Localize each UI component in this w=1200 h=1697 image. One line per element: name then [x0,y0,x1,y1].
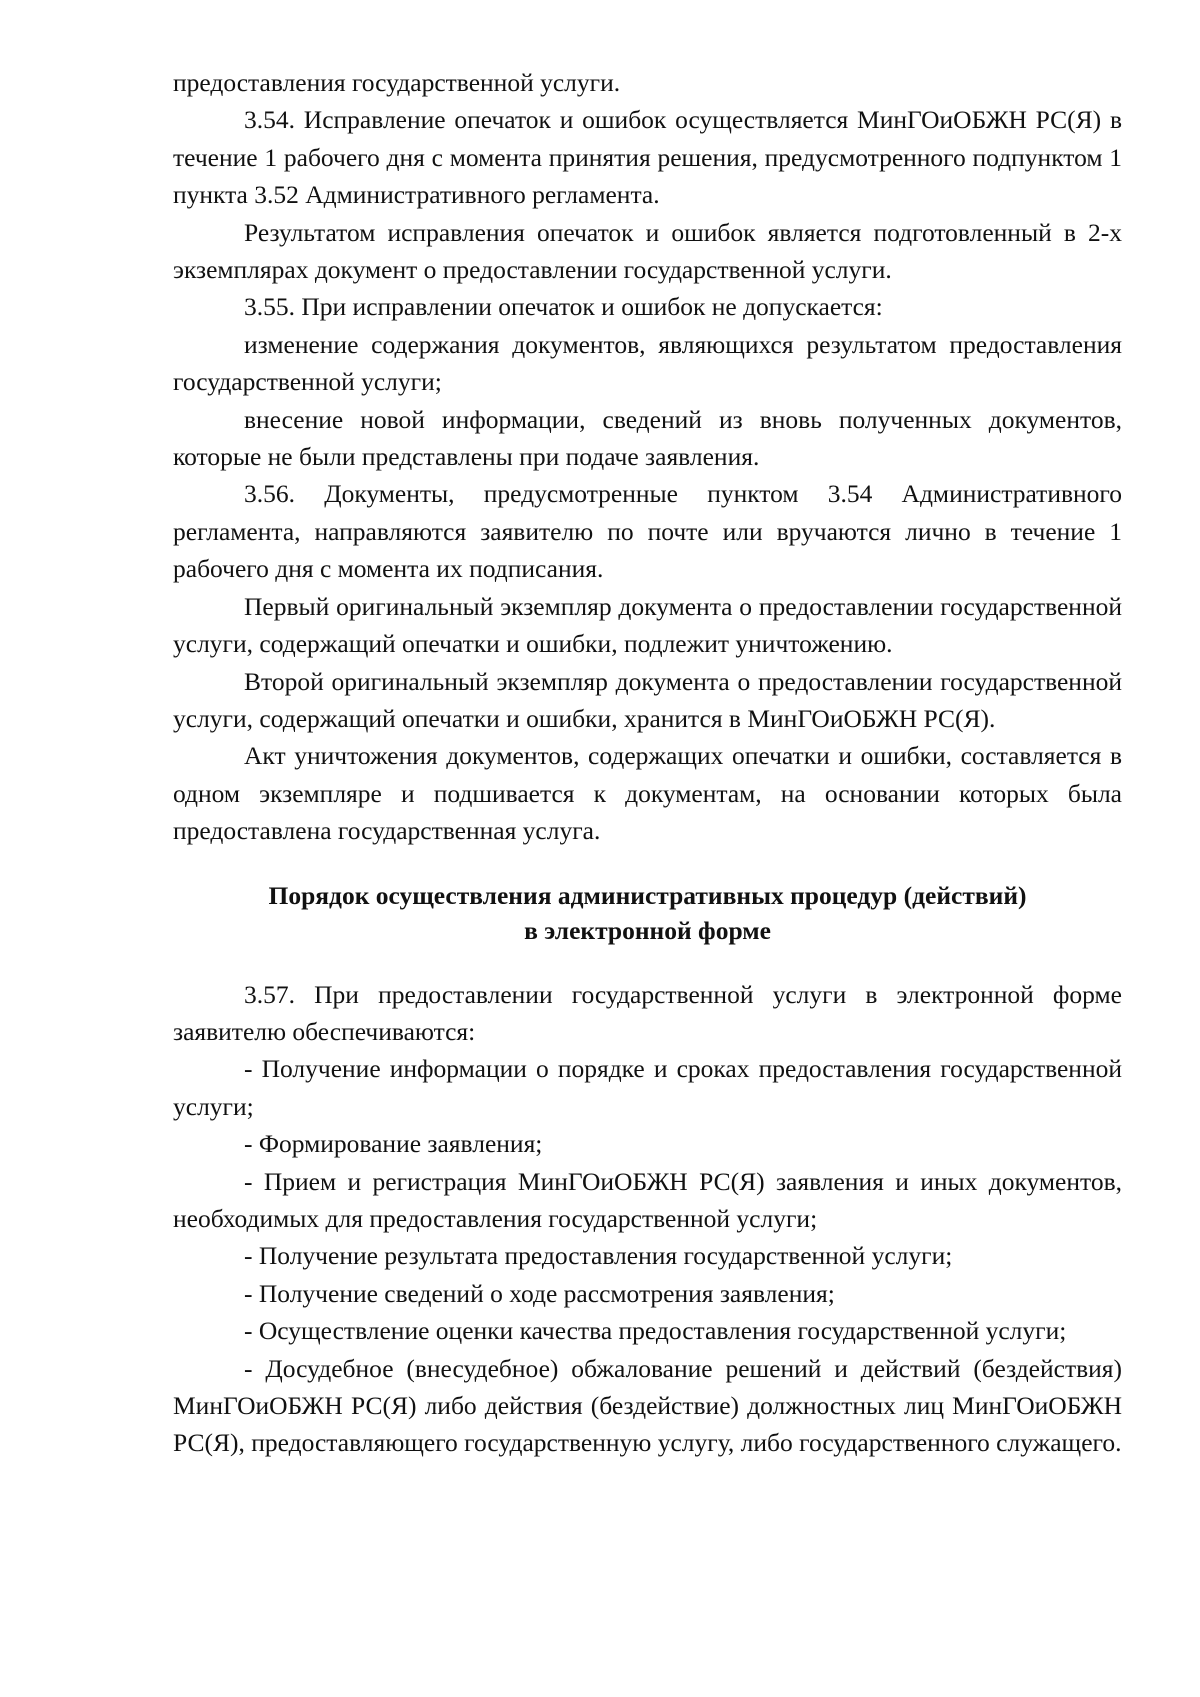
paragraph: изменение содержания документов, являющихся результатом предоставления государственной услуги; [173,329,1122,397]
paragraph: предоставления государственной услуги. [173,68,621,97]
paragraph: 3.57. При предоставлении государственной услуги в электронной форме заявителю обеспечиваются: [173,979,1122,1046]
list-item: - Получение информации о порядке и сроках предоставления государственной услуги; [173,1054,1122,1121]
list-item: - Прием и регистрация МинГОиОБЖН РС(Я) заявления и иных документов, необходимых для предоставления государственной услуги; [173,1166,1122,1233]
paragraph: Результатом исправления опечаток и ошибок является подготовленный в 2-х экземплярах документ о предоставлении государственной услуги. [173,217,1122,285]
paragraph: 3.54. Исправление опечаток и ошибок осуществляется МинГОиОБЖН РС(Я) в течение 1 рабочего дня с момента принятия решения, предусмотренного подпунктом 1 пункта 3.52 Административного регламента. [173,105,1122,210]
paragraph: Первый оригинальный экземпляр документа о предоставлении государственной услуги, содержащий опечатки и ошибки, подлежит уничтожению. [173,591,1122,659]
paragraphs-top [173,64,1122,850]
section-heading-line: в электронной форме [524,915,771,945]
document-page [173,64,1122,1462]
list-item: - Формирование заявления; [244,1129,543,1159]
paragraphs-bottom [173,976,1122,1462]
paragraph: внесение новой информации, сведений из вновь полученных документов, которые не были представлены при подаче заявления. [173,404,1122,472]
list-item: - Досудебное (внесудебное) обжалование решений и действий (бездействия) МинГОиОБЖН РС(Я) либо действия (бездействие) должностных лиц МинГОиОБЖН РС(Я), предоставляющего государственную услугу, либо государственного служащего. [173,1353,1122,1458]
paragraph: 3.55. При исправлении опечаток и ошибок не допускается: [244,292,883,322]
section-heading-line: Порядок осуществления административных процедур (действий) [268,880,1027,910]
paragraph: 3.56. Документы, предусмотренные пунктом 3.54 Административного регламента, направляются заявителю по почте или вручаются лично в течение 1 рабочего дня с момента их подписания. [173,479,1122,584]
list-item: - Осуществление оценки качества предоставления государственной услуги; [244,1316,1067,1346]
paragraph: Второй оригинальный экземпляр документа о предоставлении государственной услуги, содержащий опечатки и ошибки, хранится в МинГОиОБЖН РС(Я). [173,666,1122,733]
list-item: - Получение результата предоставления государственной услуги; [244,1241,953,1271]
list-item: - Получение сведений о ходе рассмотрения заявления; [244,1278,835,1308]
section-heading [173,878,1122,948]
paragraph: Акт уничтожения документов, содержащих опечатки и ошибки, составляется в одном экземпляре и подшивается к документам, на основании которых была предоставлена государственная услуга. [173,741,1122,846]
